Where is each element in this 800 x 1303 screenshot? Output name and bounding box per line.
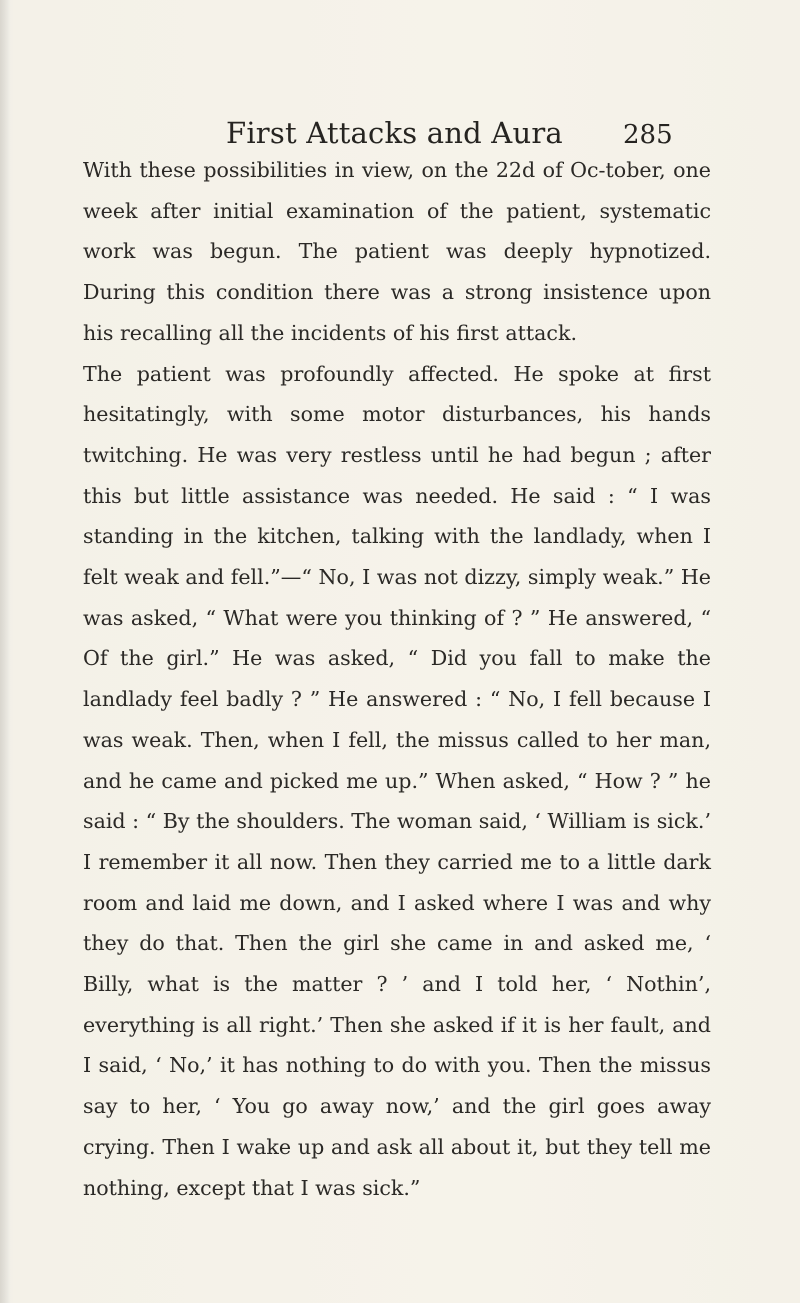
body-text [83,150,711,1208]
gutter-shadow [0,0,10,1303]
paragraph: The patient was profoundly affected. He spoke at first hesitatingly, with some motor disturbances, his hands twitching. He was very restless until he had begun ; after this but little assistance was needed. He said : “ I was standing in the kitchen, talking with the landlady, when I felt weak and fell.”—“ No, I was not dizzy, simply weak.” He was asked, “ What were you thinking of ? ” He answered, “ Of the girl.” He was asked, “ Did you fall to make the landlady feel badly ? ” He answered : “ No, I fell because I was weak. Then, when I fell, the missus called to her man, and he came and picked me up.” When asked, “ How ? ” he said : “ By the shoulders. The woman said, ‘ William is sick.’ I remember it all now. Then they carried me to a little dark room and laid me down, and I asked where I was and why they do that. Then the girl she came in and asked me, ‘ Billy, what is the matter ? ’ and I told her, ‘ Nothin’, everything is all right.’ Then she asked if it is her fault, and I said, ‘ No,’ it has nothing to do with you. Then the missus say to her, ‘ You go away now,’ and the girl goes away crying. Then I wake up and ask all about it, but they tell me nothing, except that I was sick.” [83,361,711,1200]
chapter-title: First Attacks and Aura [226,116,563,150]
paragraph: With these possibilities in view, on the 22d of Oc-tober, one week after initial examination of the patient, systematic work was begun. The patient was deeply hypnotized. During this condition there was a strong insistence upon his recalling all the incidents of his first attack. [83,158,711,345]
page-number: 285 [623,120,673,150]
running-head [0,112,800,148]
